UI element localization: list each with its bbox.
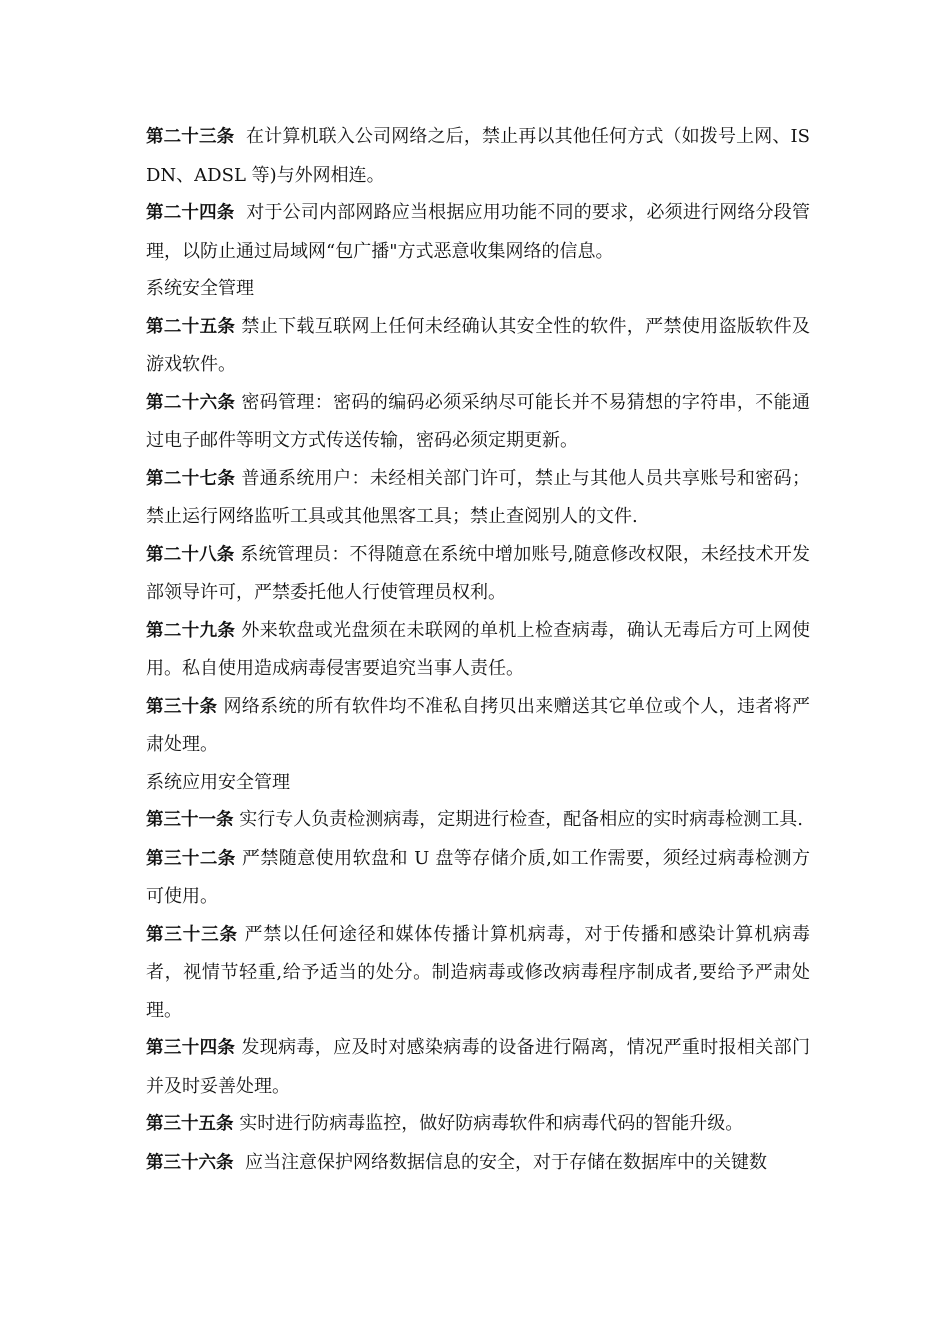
article-number: 第二十五条 [146, 316, 236, 337]
article-text: 网络系统的所有软件均不准私自拷贝出来赠送其它单位或个人，违者将严肃处理。 [146, 695, 810, 755]
article-number: 第三十五条 [146, 1114, 234, 1134]
article-text: 严禁随意使用软盘和 U 盘等存储介质,如工作需要，须经过病毒检测方可使用。 [146, 847, 810, 907]
article-number: 第三十条 [146, 696, 218, 717]
article-text: 发现病毒，应及时对感染病毒的设备进行隔离，情况严重时报相关部门并及时妥善处理。 [146, 1037, 810, 1097]
article-number: 第三十二条 [146, 848, 236, 869]
article-33 [146, 916, 810, 1030]
article-30 [146, 688, 810, 764]
article-text: 普通系统用户：未经相关部门许可，禁止与其他人员共享账号和密码；禁止运行网络监听工具或其他黑客工具；禁止查阅别人的文件. [146, 467, 810, 527]
article-number: 第三十六条 [146, 1152, 234, 1173]
article-28 [146, 536, 810, 612]
article-27 [146, 460, 810, 536]
article-text: 应当注意保护网络数据信息的安全，对于存储在数据库中的关键数 [244, 1151, 767, 1173]
article-number: 第二十三条 [146, 127, 235, 147]
article-number: 第二十七条 [146, 468, 236, 489]
article-29 [146, 612, 810, 688]
article-number: 第三十一条 [146, 810, 234, 830]
article-36 [146, 1144, 810, 1183]
article-31 [146, 801, 810, 840]
article-text: 实时进行防病毒监控，做好防病毒软件和病毒代码的智能升级。 [239, 1113, 744, 1134]
article-text: 密码管理：密码的编码必须采纳尽可能长并不易猜想的字符串，不能通过电子邮件等明文方式传送传输，密码必须定期更新。 [146, 391, 810, 451]
article-34 [146, 1029, 810, 1105]
article-35 [146, 1105, 810, 1144]
article-number: 第二十九条 [146, 620, 236, 641]
article-25 [146, 308, 810, 384]
article-number: 第二十六条 [146, 392, 236, 413]
article-text: 系统管理员：不得随意在系统中增加账号,随意修改权限，未经技术开发部领导许可，严禁委托他人行使管理员权利。 [146, 543, 810, 603]
article-32 [146, 840, 810, 916]
article-number: 第三十三条 [146, 924, 238, 945]
article-text: 对于公司内部网路应当根据应用功能不同的要求，必须进行网络分段管理，以防止通过局域网“包广播"方式恶意收集网络的信息。 [146, 202, 810, 262]
article-text: 严禁以任何途径和媒体传播计算机病毒，对于传播和感染计算机病毒者，视情节轻重,给予适当的处分。制造病毒或修改病毒程序制成者,要给予严肃处理。 [146, 923, 811, 1021]
section-heading-system-security: 系统安全管理 [146, 278, 254, 299]
section-heading-application-security: 系统应用安全管理 [146, 771, 290, 793]
article-text: 实行专人负责检测病毒，定期进行检查，配备相应的实时病毒检测工具. [239, 809, 803, 830]
article-26 [146, 384, 810, 460]
article-text: 外来软盘或光盘须在未联网的单机上检查病毒，确认无毒后方可上网使用。私自使用造成病毒侵害要追究当事人责任。 [146, 619, 810, 679]
article-number: 第二十八条 [146, 544, 235, 565]
article-23 [146, 118, 810, 194]
article-24 [146, 194, 810, 270]
article-number: 第二十四条 [146, 203, 235, 223]
article-text: 在计算机联入公司网络之后，禁止再以其他任何方式（如拨号上网、ISDN、ADSL 等)与外网相连。 [146, 126, 810, 186]
document-body [146, 118, 810, 1182]
article-text: 禁止下载互联网上任何未经确认其安全性的软件，严禁使用盗版软件及游戏软件。 [146, 315, 810, 375]
article-number: 第三十四条 [146, 1038, 236, 1058]
